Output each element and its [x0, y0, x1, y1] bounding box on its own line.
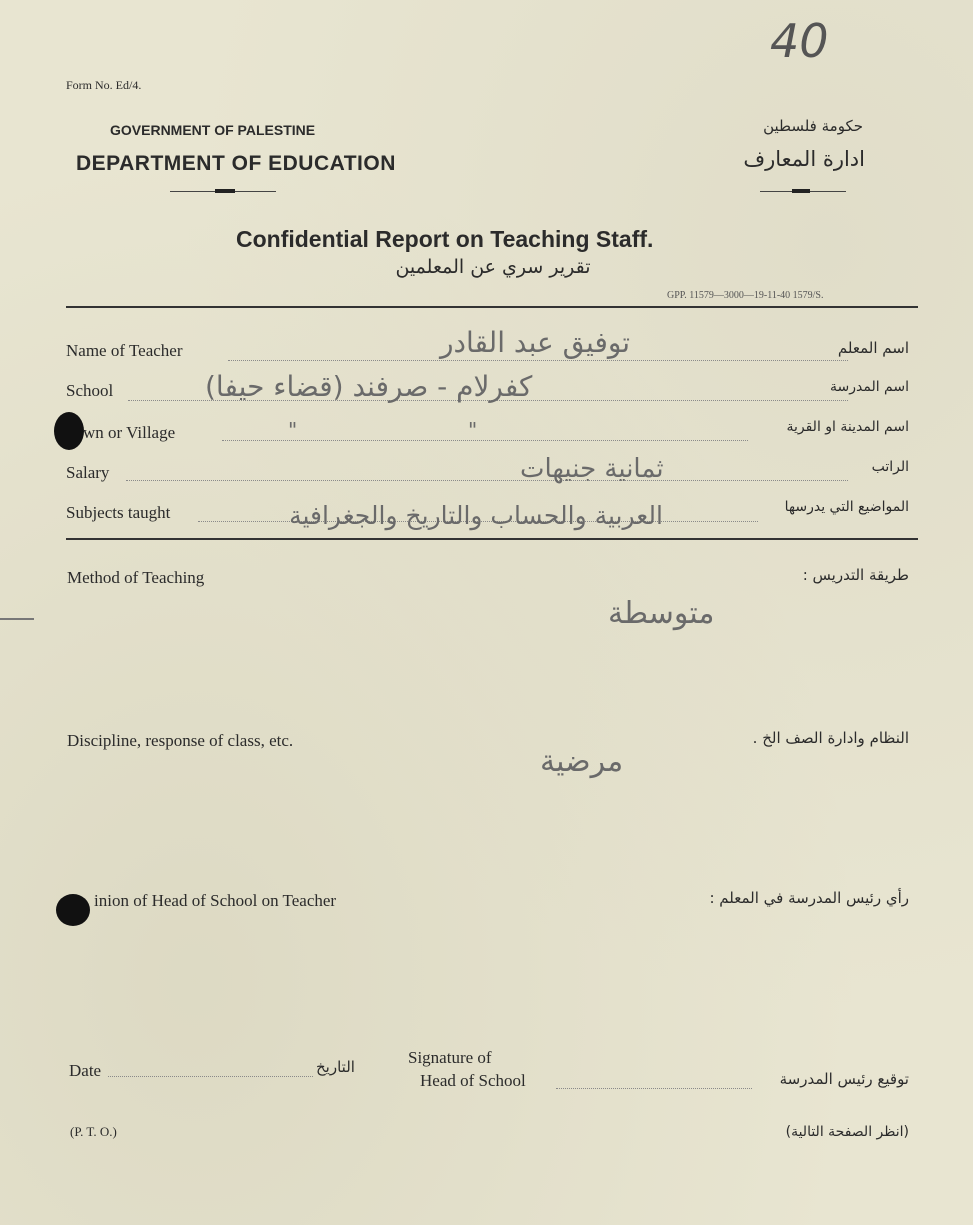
department-heading: DEPARTMENT OF EDUCATION — [76, 152, 396, 175]
signature-label-arabic: توقيع رئيس المدرسة — [779, 1070, 909, 1088]
salary-dotline — [126, 480, 848, 481]
date-label: Date — [69, 1061, 102, 1080]
discipline-value: مرضية — [540, 744, 624, 779]
signature-label-line2: Head of School — [420, 1071, 526, 1090]
salary-label: Salary — [66, 463, 110, 482]
print-code: GPP. 11579—3000—19-11-40 1579/S. — [667, 290, 824, 301]
name-label-arabic: اسم المعلم — [837, 339, 909, 357]
title-rule — [66, 306, 918, 308]
method-label-arabic: طريقة التدريس : — [802, 566, 909, 584]
government-heading-arabic: حكومة فلسطين — [763, 117, 863, 135]
date-label-arabic: التاريخ — [316, 1058, 355, 1076]
department-heading-arabic: ادارة المعارف — [743, 147, 865, 171]
school-label: School — [66, 381, 114, 400]
town-label: wn or Village — [83, 423, 176, 442]
ink-blot-bottom — [56, 894, 90, 926]
fields-rule — [66, 538, 918, 540]
form-number: Form No. Ed/4. — [66, 78, 142, 92]
header-divider-left-mark — [215, 189, 235, 193]
subjects-label-arabic: المواضيع التي يدرسها — [784, 499, 909, 515]
subjects-label: Subjects taught — [66, 503, 171, 522]
town-dotline — [222, 440, 748, 441]
town-value-1: " — [288, 418, 298, 442]
header-divider-right-mark — [792, 189, 810, 193]
opinion-label-arabic: رأي رئيس المدرسة في المعلم : — [709, 889, 909, 907]
page-number: 40 — [770, 14, 829, 68]
town-label-arabic: اسم المدينة او القرية — [786, 419, 909, 435]
pto-label-arabic: (انظر الصفحة التالية) — [785, 1124, 909, 1140]
method-label: Method of Teaching — [67, 568, 205, 587]
salary-label-arabic: الراتب — [871, 459, 909, 475]
school-value: كفرلام - صرفند (قضاء حيفا) — [205, 370, 533, 403]
government-heading: GOVERNMENT OF PALESTINE — [110, 122, 316, 138]
name-value: توفيق عبد القادر — [440, 326, 631, 359]
signature-dotline — [556, 1088, 752, 1089]
subjects-value: العربية والحساب والتاريخ والجغرافية — [289, 501, 663, 530]
discipline-label-arabic: النظام وادارة الصف الخ . — [752, 729, 909, 747]
method-value: متوسطة — [608, 596, 715, 631]
salary-value: ثمانية جنيهات — [520, 454, 664, 484]
ink-blot-top — [54, 412, 84, 450]
margin-mark — [0, 618, 34, 620]
name-label: Name of Teacher — [66, 341, 183, 360]
signature-label-line1: Signature of — [408, 1048, 492, 1067]
town-value-2: " — [468, 418, 478, 442]
opinion-label: inion of Head of School on Teacher — [94, 891, 337, 910]
date-dotline — [108, 1076, 313, 1077]
report-title-arabic: تقرير سري عن المعلمين — [395, 256, 591, 278]
report-title: Confidential Report on Teaching Staff. — [236, 226, 654, 252]
name-dotline — [228, 360, 848, 361]
discipline-label: Discipline, response of class, etc. — [67, 731, 294, 750]
school-label-arabic: اسم المدرسة — [830, 379, 909, 395]
pto-label: (P. T. O.) — [70, 1124, 117, 1139]
